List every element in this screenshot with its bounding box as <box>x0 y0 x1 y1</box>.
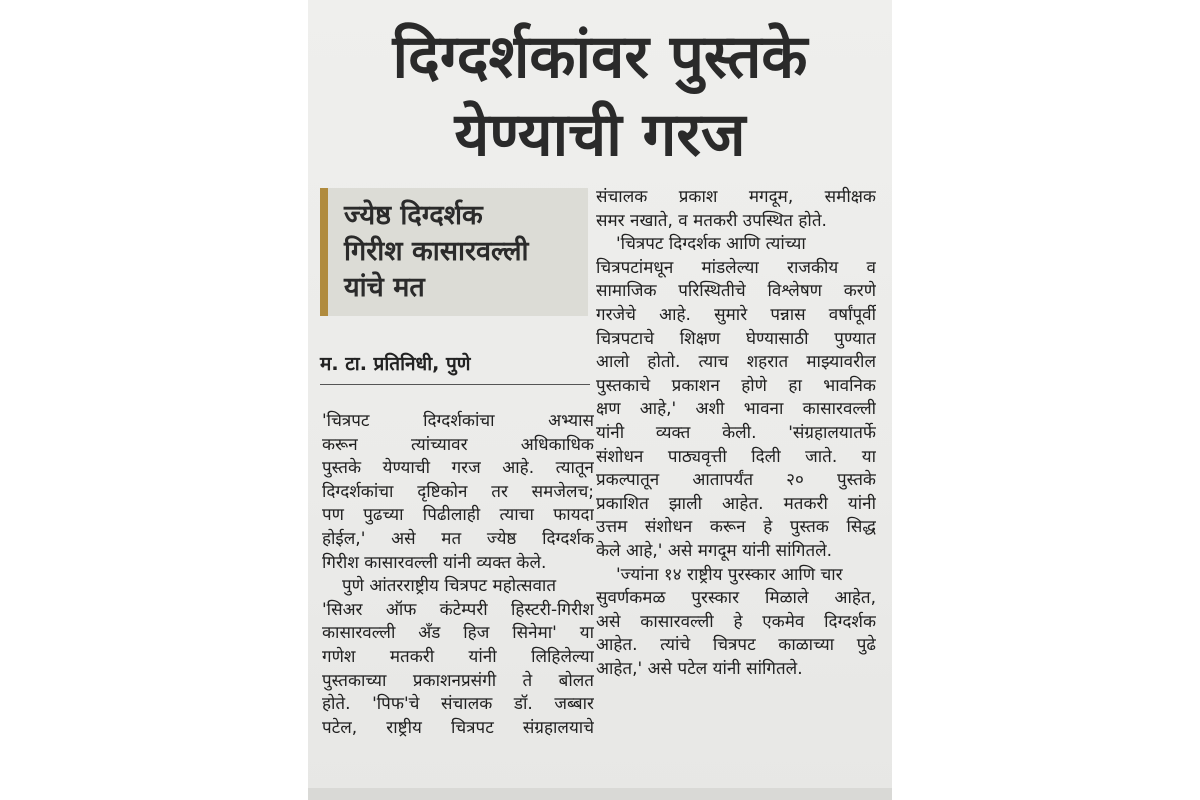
column2-line: असे कासारवल्ली हे एकमेव दिग्दर्शक <box>596 611 876 632</box>
column2-line: उत्तम संशोधन करून हे पुस्तक सिद्ध <box>596 517 876 538</box>
column2-line: 'ज्यांना १४ राष्ट्रीय पुरस्कार आणि चार <box>616 564 843 585</box>
column2-line: 'चित्रपट दिग्दर्शक आणि त्यांच्या <box>616 234 806 255</box>
column1-line: दिग्दर्शकांचा दृष्टिकोन तर समजेलच; <box>322 481 594 502</box>
column2-line: संशोधन पाठ्यवृत्ती दिली जाते. या <box>596 446 876 467</box>
column2-line: प्रकाशित झाली आहेत. मतकरी यांनी <box>596 493 876 514</box>
newspaper-clipping <box>308 0 892 800</box>
column1-line: पण पुढच्या पिढीलाही त्याचा फायदा <box>322 505 594 526</box>
column1-line: 'सिअर ऑफ कंटेम्परी हिस्टरी-गिरीश <box>322 599 594 620</box>
column2-line: आहेत,' असे पटेल यांनी सांगितले. <box>596 658 803 679</box>
column2-line: आहेत. त्यांचे चित्रपट काळाच्या पुढे <box>596 635 876 656</box>
column1-line: पटेल, राष्ट्रीय चित्रपट संग्रहालयाचे <box>322 717 594 738</box>
column2-line: सामाजिक परिस्थितीचे विश्लेषण करणे <box>596 281 876 302</box>
column2-line: चित्रपटाचे शिक्षण घेण्यासाठी पुण्यात <box>596 328 876 349</box>
article-column-1 <box>322 410 594 740</box>
headline <box>308 18 892 174</box>
column1-line: कासारवल्ली अँड हिज सिनेमा' या <box>322 623 594 644</box>
byline: म. टा. प्रतिनिधी, पुणे <box>320 353 471 375</box>
subheadline-line-2: गिरीश कासारवल्ली <box>344 236 529 267</box>
column1-line: करून त्यांच्यावर अधिकाधिक <box>322 434 594 455</box>
column1-line: होते. 'पिफ'चे संचालक डॉ. जब्बार <box>322 694 594 715</box>
column1-line: पुस्तके येण्याची गरज आहे. त्यातून <box>322 458 594 479</box>
column2-line: संचालक प्रकाश मगदूम, समीक्षक <box>596 187 876 207</box>
column2-line: चित्रपटांमधून मांडलेल्या राजकीय व <box>596 257 876 278</box>
subheadline-line-3: यांचे मत <box>344 272 425 303</box>
headline-line-1: दिग्दर्शकांवर पुस्तके <box>392 22 808 92</box>
column2-line: गरजेचे आहे. सुमारे पन्नास वर्षांपूर्वी <box>596 304 876 325</box>
clipping-bottom-edge <box>308 788 892 800</box>
column2-line: प्रकल्पातून आतापर्यंत २० पुस्तके <box>596 470 876 491</box>
subheadline-line-1: ज्येष्ठ दिग्दर्शक <box>344 200 483 231</box>
column2-line: समर नखाते, व मतकरी उपस्थित होते. <box>596 210 827 231</box>
byline-divider <box>320 384 590 385</box>
headline-line-2: येण्याची गरज <box>454 100 746 170</box>
column2-line: क्षण आहे,' अशी भावना कासारवल्ली <box>596 399 876 420</box>
column1-line: गणेश मतकरी यांनी लिहिलेल्या <box>322 646 594 667</box>
column1-line: पुणे आंतरराष्ट्रीय चित्रपट महोत्सवात <box>342 576 557 597</box>
article-column-2 <box>596 186 876 681</box>
subheadline-box <box>320 188 588 316</box>
column2-line: यांनी व्यक्त केली. 'संग्रहालयातर्फे <box>596 422 876 443</box>
column1-line: गिरीश कासारवल्ली यांनी व्यक्त केले. <box>322 552 547 573</box>
column1-line: पुस्तकाच्या प्रकाशनप्रसंगी ते बोलत <box>322 670 594 691</box>
column2-line: आलो होतो. त्याच शहरात माझ्यावरील <box>596 352 876 373</box>
column1-line: होईल,' असे मत ज्येष्ठ दिग्दर्शक <box>322 528 594 549</box>
column2-line: पुस्तकाचे प्रकाशन होणे हा भावनिक <box>596 375 876 396</box>
column2-line: केले आहे,' असे मगदूम यांनी सांगितले. <box>596 540 833 561</box>
column1-line: 'चित्रपट दिग्दर्शकांचा अभ्यास <box>322 411 594 431</box>
column2-line: सुवर्णकमळ पुरस्कार मिळाले आहेत, <box>596 588 876 609</box>
